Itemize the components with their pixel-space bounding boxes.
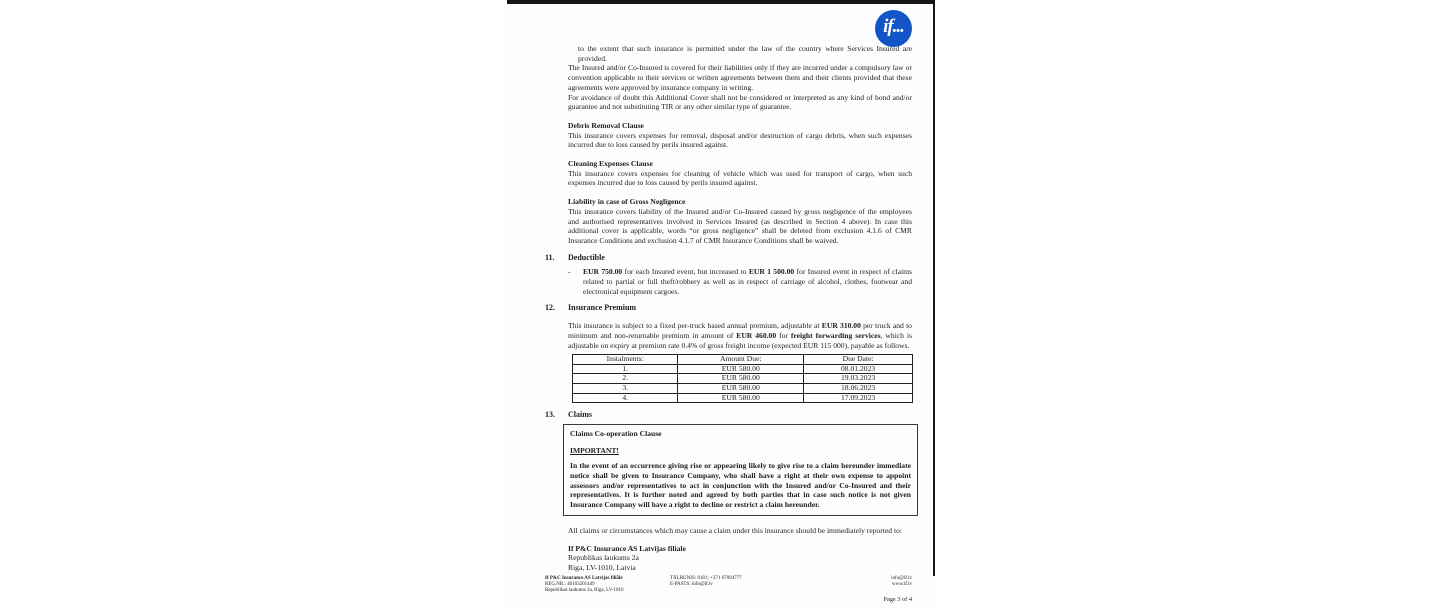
header-amount-due: Amount Due:: [678, 355, 804, 365]
cell-date: 19.03.2023: [804, 374, 913, 384]
deductible-text: [583, 267, 912, 296]
cell-date: 08.01.2023: [804, 364, 913, 374]
section-number: 13.: [545, 410, 555, 420]
header-instalments: Instalments:: [573, 355, 678, 365]
premium-seg: for: [776, 330, 791, 340]
section-heading-insurance-premium: [545, 303, 912, 313]
table-row: [573, 384, 913, 394]
report-to-company: If P&C Insurance AS Latvijas filiale: [568, 543, 686, 553]
clause-title: Liability in case of Gross Negligence: [568, 197, 686, 207]
footer-reg-number: REĢ.NR.: 40103201449: [545, 582, 595, 588]
scan-edge-right: [933, 0, 935, 576]
claims-box-body: In the event of an occurrence giving rise or appearing likely to give rise to a claim hereunder immediate notice shall be given to Insurance Company, who shall have a right at their own expense to appoint assessors and/or representatives to act in conjunction with the Insured and/or Co-Insured and their representatives. It is further noted and agreed by both parties that in case such notice is not given Insurance Company will have a right to decline or restrict a claim hereunder.: [570, 461, 911, 510]
intro-paragraph-1: The Insured and/or Co-Insured is covered for their liabilities only if they are incurred under a compulsory law or convention applicable to their services or written agreements between them and their clients provided that these agreements were approved by insurance company in writing.: [568, 63, 912, 92]
table-row: [573, 393, 913, 403]
cell-instalment: 4.: [573, 393, 678, 403]
deductible-bullet-item: [568, 267, 912, 296]
claims-important-label: IMPORTANT!: [570, 445, 619, 455]
footer-company-block: [545, 576, 624, 595]
deductible-seg: for Insured event in respect of claims related to partial or full theft/robbery as well as in respect of carriage of alcohol, clothes, footwear and electronical equipment cargoes.: [583, 267, 912, 296]
if-insurance-logo-icon: if...: [875, 10, 912, 47]
table-header-row: [573, 355, 913, 365]
footer-links-block: [891, 576, 912, 588]
premium-paragraph: [568, 321, 912, 350]
cell-instalment: 1.: [573, 364, 678, 374]
footer-email: E-PASTS: info@if.lv: [670, 582, 713, 588]
section-number: 11.: [545, 252, 555, 262]
footer-link-web: www.if.lv: [892, 582, 912, 588]
bullet-dash: -: [568, 267, 571, 277]
scan-edge-top: [507, 0, 935, 4]
cell-amount: EUR 580.00: [678, 393, 804, 403]
footer-phone: TĀLRUNIS: 8181; +371 67094777: [670, 576, 742, 581]
section-heading-deductible: [545, 253, 912, 263]
clause-debris-removal: [568, 121, 912, 150]
cell-date: 18.06.2023: [804, 384, 913, 394]
premium-seg: per truck and to minimum and non-returnable premium in amount of: [568, 321, 912, 340]
clause-title: Cleaning Expenses Clause: [568, 159, 653, 169]
premium-minimum-amount: EUR 460.00: [736, 330, 777, 340]
clause-body: This insurance covers expenses for cleaning of vehicle which was used for transport of cargo, when such expenses incurred due to loss caused by perils insured against.: [568, 168, 912, 188]
cell-date: 17.09.2023: [804, 393, 913, 403]
deductible-seg: for each Insured event, but increased to: [622, 267, 749, 277]
clause-title: Debris Removal Clause: [568, 120, 644, 130]
intro-hanging-clause: to the extent that such insurance is permitted under the law of the country where Services Insured are provided.: [578, 44, 912, 63]
instalments-table: [572, 354, 913, 403]
cell-instalment: 2.: [573, 374, 678, 384]
section-number: 12.: [545, 303, 555, 313]
section-title: Insurance Premium: [568, 303, 637, 313]
claims-cooperation-box: [563, 424, 918, 516]
section-heading-claims: [545, 410, 912, 420]
premium-amount-per-truck: EUR 310.00: [821, 321, 861, 331]
page-number: Page 3 of 4: [883, 596, 912, 603]
section-title: Deductible: [568, 252, 605, 262]
deductible-amount-2: EUR 1 500.00: [748, 267, 795, 277]
claims-box-title: Claims Co-operation Clause: [570, 428, 662, 438]
premium-seg: This insurance is subject to a fixed per-truck based annual premium, adjustable at: [568, 321, 822, 331]
premium-services-bold: freight forwarding services: [790, 330, 881, 340]
document-body: [545, 44, 912, 573]
intro-paragraph-2: For avoidance of doubt this Additional Cover shall not be considered or interpreted as any kind of bond and/or guarantee and not substituting TIR or any other similar type of guarantee.: [568, 92, 912, 112]
section-title: Claims: [568, 410, 592, 420]
footer-contact-block: [670, 576, 742, 588]
clause-gross-negligence: [568, 197, 912, 246]
deductible-amount-1: EUR 750.00: [583, 267, 623, 277]
clause-body: This insurance covers liability of the Insured and/or Co-Insured caused by gross negligence of the employees and authorised representatives involved in Services Insured (as described in Section 4 above). In case this additional cover is applicable, words “or gross negligence” shall be deleted from exclusion 4.1.6 of CMR Insurance Conditions and exclusion 4.1.7 of CMR Insurance Conditions shall be waived.: [568, 206, 912, 245]
footer-address: Republikas laukums 2a, Rīga, LV-1010: [545, 588, 624, 594]
report-to-intro: All claims or circumstances which may cause a claim under this insurance should be immediately reported to:: [568, 525, 903, 535]
document-page: [507, 0, 935, 610]
clause-cleaning-expenses: [568, 159, 912, 188]
footer-company-name: If P&C Insurance AS Latvijas filiāle: [545, 576, 623, 581]
footer-link-email: info@if.lv: [891, 576, 912, 581]
clause-body: This insurance covers expenses for removal, disposal and/or destruction of cargo debris, when such expenses incurred due to loss caused by perils insured against.: [568, 130, 912, 150]
cell-instalment: 3.: [573, 384, 678, 394]
report-to-address-block: [568, 544, 912, 573]
cell-amount: EUR 580.00: [678, 374, 804, 384]
cell-amount: EUR 580.00: [678, 384, 804, 394]
header-due-date: Due Date:: [804, 355, 913, 365]
premium-seg: , which is adjustable on expiry at premium rate 0.4% of gross freight income (expected EUR 115 000), payable as follows.: [568, 330, 912, 350]
cell-amount: EUR 580.00: [678, 364, 804, 374]
report-to-address-line-1: Republikas laukums 2a: [568, 553, 639, 563]
report-to-address-line-2: Riga, LV-1010, Latvia: [568, 562, 636, 572]
